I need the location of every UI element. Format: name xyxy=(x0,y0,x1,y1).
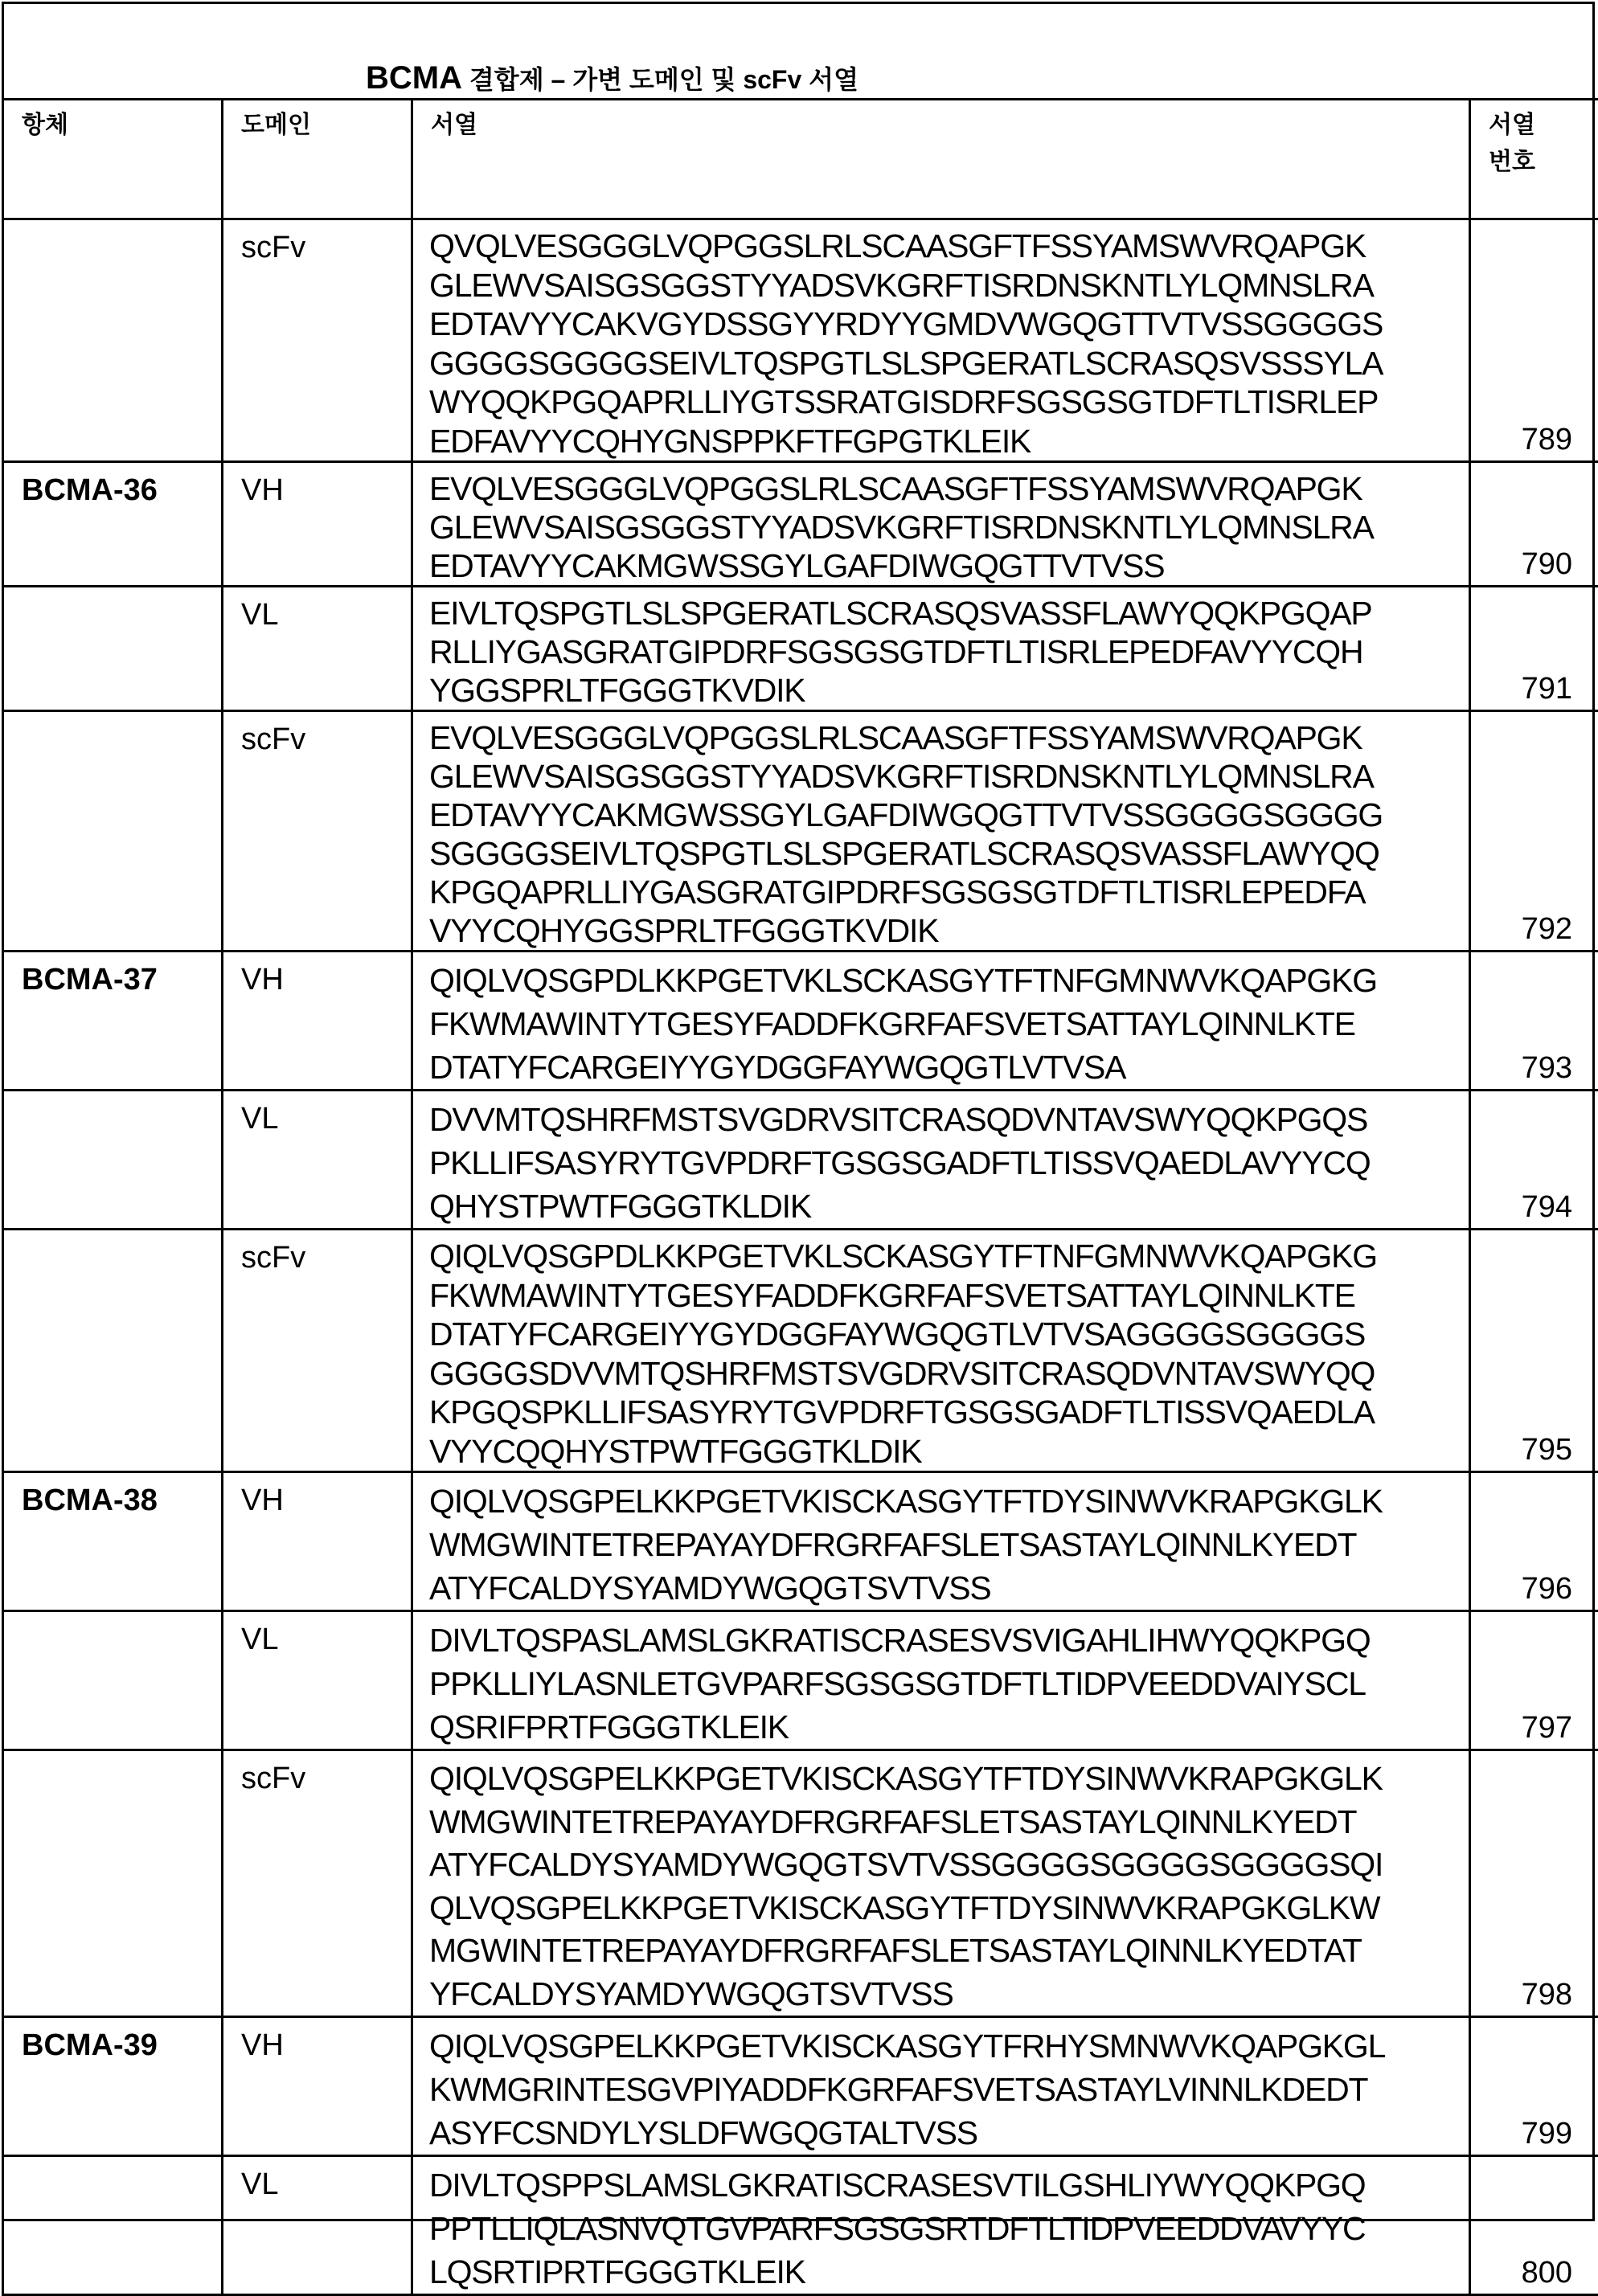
sequence-text xyxy=(413,463,1469,585)
header-seq-id-line2: 번호 xyxy=(1489,144,1598,181)
sequence-text xyxy=(413,1473,1469,1610)
sequence-line: EVQLVESGGGLVQPGGSLRLSCAASGFTFSSYAMSWVRQAPGK xyxy=(429,718,1469,757)
antibody-name xyxy=(4,1612,221,1620)
sequence-line: QIQLVQSGPELKKPGETVKISCKASGYTFRHYSMNWVKQAPGKGL xyxy=(429,2024,1469,2068)
table-row xyxy=(3,1472,1598,1611)
sequence-line: QVQLVESGGGLVQPGGSLRLSCAASGFTFSSYAMSWVRQAPGK xyxy=(429,227,1469,266)
sequence-line: KPGQAPRLLIYGASGRATGIPDRFSGSGSGTDFTLTISRLEPEDFA xyxy=(429,873,1469,911)
domain-name: VL xyxy=(223,2157,411,2204)
table-row xyxy=(3,1611,1598,1750)
header-sequence: 서열 xyxy=(413,100,1469,144)
seq-id-number: 797 xyxy=(1522,1711,1572,1746)
sequence-line: MGWINTETREPAYAYDFRGRFAFSLETSASTAYLQINNLKYEDTAT xyxy=(429,1930,1469,1973)
domain-name: VL xyxy=(223,1612,411,1659)
sequence-line: QIQLVQSGPDLKKPGETVKLSCKASGYTFTNFGMNWVKQAPGKG xyxy=(429,959,1469,1002)
sequence-text xyxy=(413,587,1469,710)
table-title xyxy=(366,59,858,96)
antibody-name xyxy=(4,220,221,228)
table-row xyxy=(3,462,1598,587)
antibody-name xyxy=(4,712,221,720)
sequence-line: WMGWINTETREPAYAYDFRGRFAFSLETSASTAYLQINNLKYEDT xyxy=(429,1523,1469,1566)
sequence-text xyxy=(413,712,1469,950)
antibody-name: BCMA-36 xyxy=(4,463,221,510)
domain-name: VH xyxy=(223,463,411,510)
sequence-line: EDTAVYYCAKVGYDSSGYYRDYYGMDVWGQGTTVTVSSGGGGS xyxy=(429,305,1469,344)
header-seq-id xyxy=(1471,100,1598,181)
sequence-text xyxy=(413,1751,1469,2016)
sequence-line: RLLIYGASGRATGIPDRFSGSGSGTDFTLTISRLEPEDFAVYYCQH xyxy=(429,632,1469,671)
sequence-line: DTATYFCARGEIYYGYDGGFAYWGQGTLVTVSAGGGGSGGGGS xyxy=(429,1315,1469,1354)
sequence-line: KPGQSPKLLIFSASYRYTGVPDRFTGSGSGADFTLTISSVQAEDLA xyxy=(429,1393,1469,1432)
sequence-line: LQSRTIPRTFGGGTKLEIK xyxy=(429,2250,1469,2294)
sequence-line: WYQQKPGQAPRLLIYGTSSRATGISDRFSGSGSGTDFTLTISRLEP xyxy=(429,383,1469,422)
header-antibody: 항체 xyxy=(4,100,221,144)
sequence-line: GGGGSGGGGSEIVLTQSPGTLSLSPGERATLSCRASQSVSSSYLA xyxy=(429,344,1469,383)
sequence-line: EDTAVYYCAKMGWSSGYLGAFDIWGQGTTVTVSS xyxy=(429,546,1469,585)
seq-id-number: 795 xyxy=(1522,1433,1572,1467)
sequence-line: SGGGGSEIVLTQSPGTLSLSPGERATLSCRASQSVASSFLAWYQQ xyxy=(429,834,1469,873)
table-row xyxy=(3,587,1598,711)
table-row xyxy=(3,2017,1598,2156)
seq-id-number: 794 xyxy=(1522,1190,1572,1225)
domain-name: scFv xyxy=(223,1751,411,1798)
domain-name: VH xyxy=(223,952,411,999)
sequence-line: DIVLTQSPASLAMSLGKRATISCRASESVSVIGAHLIHWYQQKPGQ xyxy=(429,1619,1469,1662)
sequence-table xyxy=(2,98,1598,2296)
antibody-name xyxy=(4,1230,221,1238)
sequence-line: WMGWINTETREPAYAYDFRGRFAFSLETSASTAYLQINNLKYEDT xyxy=(429,1801,1469,1844)
sequence-line: PPKLLIYLASNLETGVPARFSGSGSGTDFTLTIDPVEEDDVAIYSCL xyxy=(429,1662,1469,1705)
sequence-line: GLEWVSAISGSGGSTYYADSVKGRFTISRDNSKNTLYLQMNSLRA xyxy=(429,757,1469,796)
sequence-line: ATYFCALDYSYAMDYWGQGTSVTVSS xyxy=(429,1566,1469,1610)
sequence-line: PKLLIFSASYRYTGVPDRFTGSGSGADFTLTISSVQAEDLAVYYCQ xyxy=(429,1141,1469,1185)
seq-id-number: 790 xyxy=(1522,547,1572,582)
antibody-name: BCMA-38 xyxy=(4,1473,221,1520)
seq-id-number: 789 xyxy=(1522,423,1572,457)
domain-name: VH xyxy=(223,1473,411,1520)
sequence-line: DIVLTQSPPSLAMSLGKRATISCRASESVTILGSHLIYWYQQKPGQ xyxy=(429,2163,1469,2207)
domain-name: scFv xyxy=(223,712,411,759)
sequence-text xyxy=(413,1230,1469,1471)
sequence-line: GGGGSDVVMTQSHRFMSTSVGDRVSITCRASQDVNTAVSWYQQ xyxy=(429,1354,1469,1394)
seq-id-number: 792 xyxy=(1522,912,1572,947)
title-rest: 결합제 – 가변 도메인 및 scFv 서열 xyxy=(462,65,858,94)
sequence-line: ATYFCALDYSYAMDYWGQGTSVTVSSGGGGSGGGGSGGGGSQI xyxy=(429,1844,1469,1887)
table-row xyxy=(3,711,1598,952)
table-row xyxy=(3,952,1598,1091)
header-row xyxy=(3,100,1598,219)
table-row xyxy=(3,1230,1598,1472)
sequence-line: QLVQSGPELKKPGETVKISCKASGYTFTDYSINWVKRAPGKGLKW xyxy=(429,1887,1469,1930)
seq-id-number: 800 xyxy=(1522,2256,1572,2290)
sequence-line: ASYFCSNDYLYSLDFWGQGTALTVSS xyxy=(429,2111,1469,2155)
sequence-line: EDFAVYYCQHYGNSPPKFTFGPGTKLEIK xyxy=(429,422,1469,461)
sequence-line: FKWMAWINTYTGESYFADDFKGRFAFSVETSATTAYLQINNLKTE xyxy=(429,1276,1469,1316)
antibody-name xyxy=(4,1751,221,1759)
antibody-name: BCMA-37 xyxy=(4,952,221,999)
header-seq-id-line1: 서열 xyxy=(1489,107,1598,144)
sequence-line: GLEWVSAISGSGGSTYYADSVKGRFTISRDNSKNTLYLQMNSLRA xyxy=(429,266,1469,305)
sequence-line: EVQLVESGGGLVQPGGSLRLSCAASGFTFSSYAMSWVRQAPGK xyxy=(429,469,1469,508)
antibody-name xyxy=(4,587,221,595)
sequence-text xyxy=(413,2018,1469,2155)
sequence-line: GLEWVSAISGSGGSTYYADSVKGRFTISRDNSKNTLYLQMNSLRA xyxy=(429,508,1469,546)
sequence-text xyxy=(413,2157,1469,2294)
seq-id-number: 799 xyxy=(1522,2117,1572,2151)
domain-name: VL xyxy=(223,1091,411,1138)
domain-name: VL xyxy=(223,587,411,634)
sequence-line: PPTLLIQLASNVQTGVPARFSGSGSRTDFTLTIDPVEEDDVAVYYC xyxy=(429,2207,1469,2250)
domain-name: scFv xyxy=(223,220,411,267)
sequence-text xyxy=(413,952,1469,1089)
antibody-name xyxy=(4,1091,221,1099)
sequence-line: YFCALDYSYAMDYWGQGTSVTVSS xyxy=(429,1973,1469,2016)
sequence-text xyxy=(413,1612,1469,1749)
seq-id-number: 793 xyxy=(1522,1051,1572,1086)
table-row xyxy=(3,2156,1598,2295)
seq-id-number: 796 xyxy=(1522,1572,1572,1606)
sequence-line: DVVMTQSHRFMSTSVGDRVSITCRASQDVNTAVSWYQQKPGQS xyxy=(429,1098,1469,1141)
sequence-line: KWMGRINTESGVPIYADDFKGRFAFSVETSASTAYLVINNLKDEDT xyxy=(429,2068,1469,2111)
sequence-line: QIQLVQSGPELKKPGETVKISCKASGYTFTDYSINWVKRAPGKGLK xyxy=(429,1758,1469,1801)
domain-name: scFv xyxy=(223,1230,411,1277)
sequence-line: QSRIFPRTFGGGTKLEIK xyxy=(429,1705,1469,1749)
header-domain: 도메인 xyxy=(223,100,411,144)
sequence-line: YGGSPRLTFGGGTKVDIK xyxy=(429,671,1469,710)
title-prefix: BCMA xyxy=(366,60,462,96)
sequence-line: FKWMAWINTYTGESYFADDFKGRFAFSVETSATTAYLQINNLKTE xyxy=(429,1002,1469,1046)
seq-id-number: 791 xyxy=(1522,672,1572,706)
sequence-text xyxy=(413,1091,1469,1228)
sequence-line: DTATYFCARGEIYYGYDGGFAYWGQGTLVTVSA xyxy=(429,1046,1469,1089)
antibody-name xyxy=(4,2157,221,2165)
table-row xyxy=(3,219,1598,462)
sequence-line: EDTAVYYCAKMGWSSGYLGAFDIWGQGTTVTVSSGGGGSGGGG xyxy=(429,796,1469,834)
sequence-line: QHYSTPWTFGGGTKLDIK xyxy=(429,1185,1469,1228)
domain-name: VH xyxy=(223,2018,411,2065)
seq-id-number: 798 xyxy=(1522,1978,1572,2012)
sequence-text xyxy=(413,220,1469,460)
table-row xyxy=(3,1750,1598,2017)
sequence-line: VYYCQHYGGSPRLTFGGGTKVDIK xyxy=(429,911,1469,950)
sequence-line: QIQLVQSGPELKKPGETVKISCKASGYTFTDYSINWVKRAPGKGLK xyxy=(429,1480,1469,1523)
table-row xyxy=(3,1091,1598,1230)
sequence-line: EIVLTQSPGTLSLSPGERATLSCRASQSVASSFLAWYQQKPGQAP xyxy=(429,594,1469,632)
sequence-line: QIQLVQSGPDLKKPGETVKLSCKASGYTFTNFGMNWVKQAPGKG xyxy=(429,1237,1469,1276)
antibody-name: BCMA-39 xyxy=(4,2018,221,2065)
sequence-line: VYYCQQHYSTPWTFGGGTKLDIK xyxy=(429,1432,1469,1471)
